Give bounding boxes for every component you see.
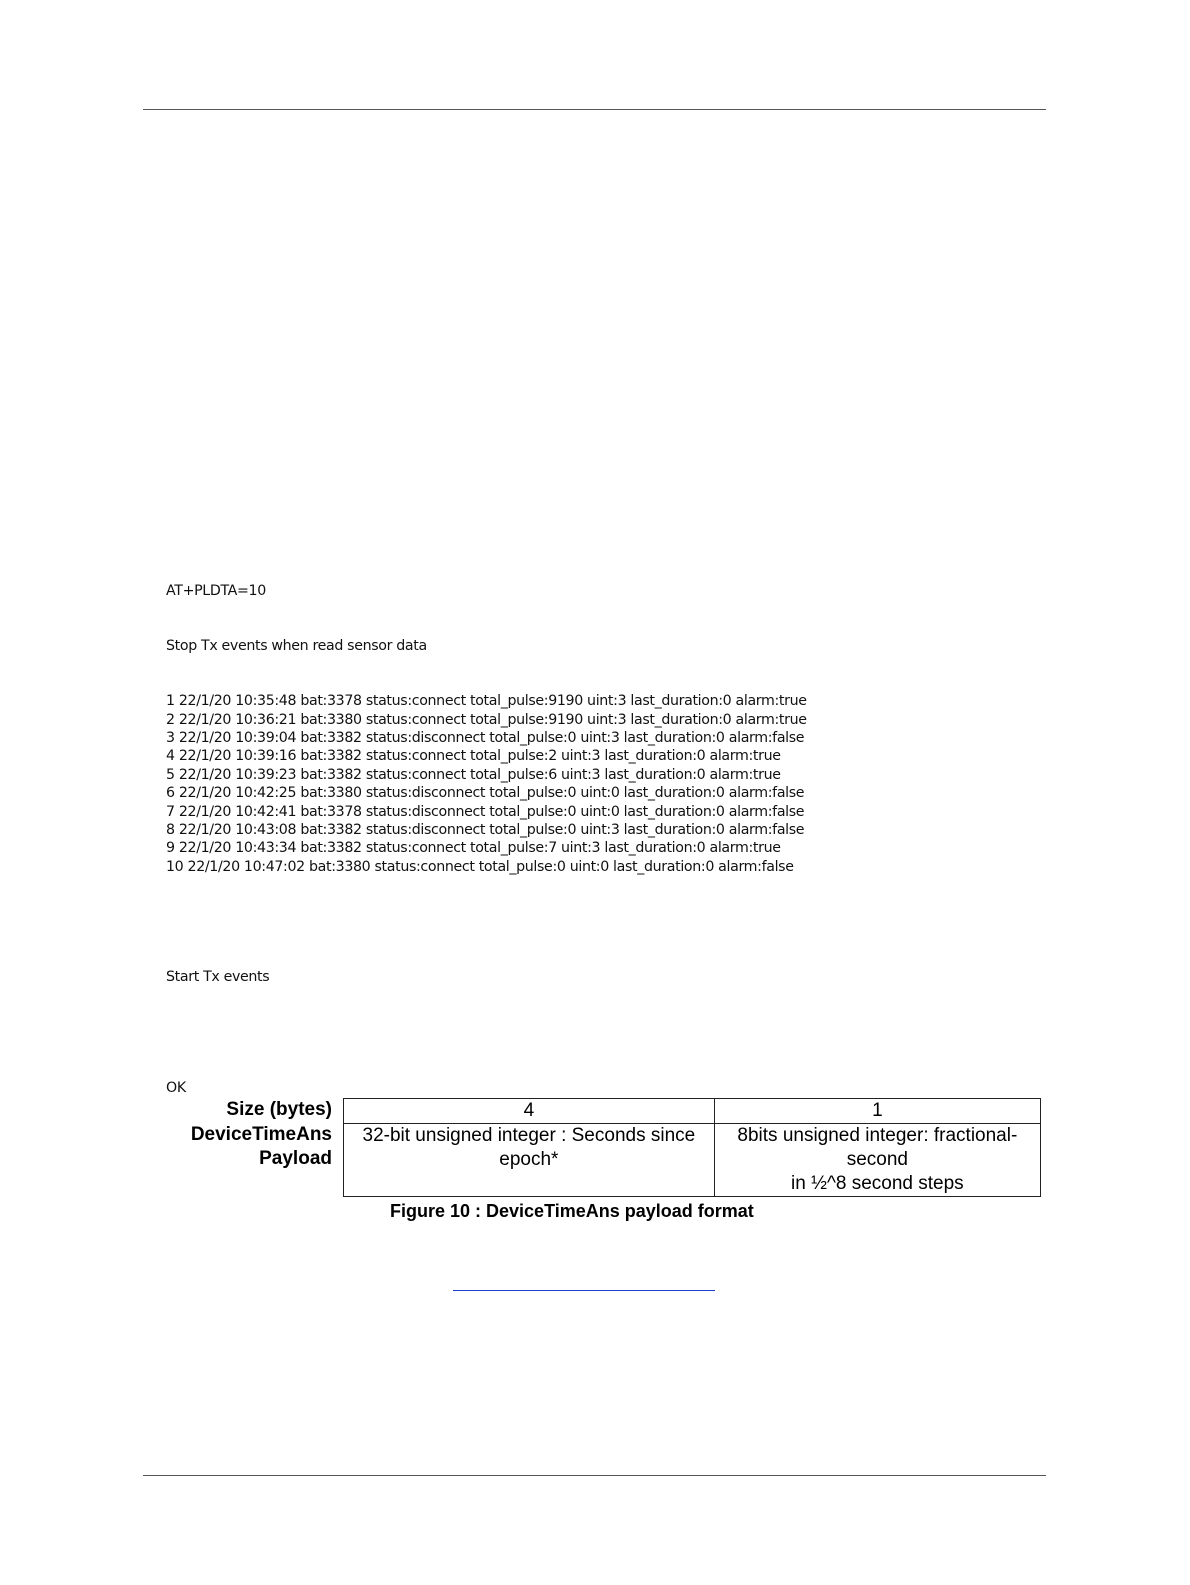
footer-rule	[143, 1475, 1046, 1476]
sensor-record: 2 22/1/20 10:36:21 bat:3380 status:connect total_pulse:9190 uint:3 last_duration:0 alarm:true	[166, 711, 807, 728]
at-command-line: AT+PLDTA=10	[166, 582, 266, 599]
size-bytes-label: Size (bytes)	[226, 1099, 332, 1120]
figure-caption: Figure 10 : DeviceTimeAns payload format	[390, 1201, 754, 1221]
header-rule	[143, 109, 1046, 110]
sensor-record-list	[166, 692, 986, 876]
description-row	[344, 1124, 1041, 1197]
sensor-record: 10 22/1/20 10:47:02 bat:3380 status:connect total_pulse:0 uint:0 last_duration:0 alarm:false	[166, 858, 794, 875]
blank-line	[166, 913, 986, 931]
at-command-output	[166, 545, 986, 1115]
seconds-description-cell: 32-bit unsigned integer : Seconds since epoch*	[344, 1124, 715, 1197]
sensor-record: 9 22/1/20 10:43:34 bat:3382 status:connect total_pulse:7 uint:3 last_duration:0 alarm:true	[166, 840, 781, 857]
device-time-ans-payload-label	[152, 1123, 332, 1171]
payload-format-table	[343, 1098, 1041, 1197]
sensor-record: 5 22/1/20 10:39:23 bat:3382 status:connect total_pulse:6 uint:3 last_duration:0 alarm:true	[166, 766, 781, 783]
ok-message: OK	[166, 1079, 186, 1096]
sensor-record: 7 22/1/20 10:42:41 bat:3378 status:disconnect total_pulse:0 uint:0 last_duration:0 alarm:false	[166, 803, 805, 820]
sensor-record: 1 22/1/20 10:35:48 bat:3378 status:connect total_pulse:9190 uint:3 last_duration:0 alarm:true	[166, 693, 807, 710]
payload-label-line1: DeviceTimeAns	[190, 1124, 332, 1145]
size-cell-seconds: 4	[344, 1099, 715, 1124]
sensor-record: 3 22/1/20 10:39:04 bat:3382 status:disconnect total_pulse:0 uint:3 last_duration:0 alarm:false	[166, 730, 805, 746]
start-tx-message: Start Tx events	[166, 969, 270, 986]
sensor-record: 6 22/1/20 10:42:25 bat:3380 status:disconnect total_pulse:0 uint:0 last_duration:0 alarm:false	[166, 785, 805, 802]
blank-line	[166, 1023, 986, 1041]
fraction-description-line2: in ½^8 second steps	[791, 1173, 964, 1194]
fraction-description-cell	[714, 1124, 1040, 1197]
sensor-record: 4 22/1/20 10:39:16 bat:3382 status:connect total_pulse:2 uint:3 last_duration:0 alarm:true	[166, 748, 781, 765]
payload-label-line2: Payload	[259, 1148, 332, 1169]
hyperlink-underline[interactable]	[453, 1290, 715, 1291]
stop-tx-message: Stop Tx events when read sensor data	[166, 638, 427, 655]
size-row	[344, 1099, 1041, 1124]
size-cell-fraction: 1	[714, 1099, 1040, 1124]
sensor-record: 8 22/1/20 10:43:08 bat:3382 status:disconnect total_pulse:0 uint:3 last_duration:0 alarm:false	[166, 821, 805, 838]
fraction-description-line1: 8bits unsigned integer: fractional-second	[737, 1125, 1018, 1170]
